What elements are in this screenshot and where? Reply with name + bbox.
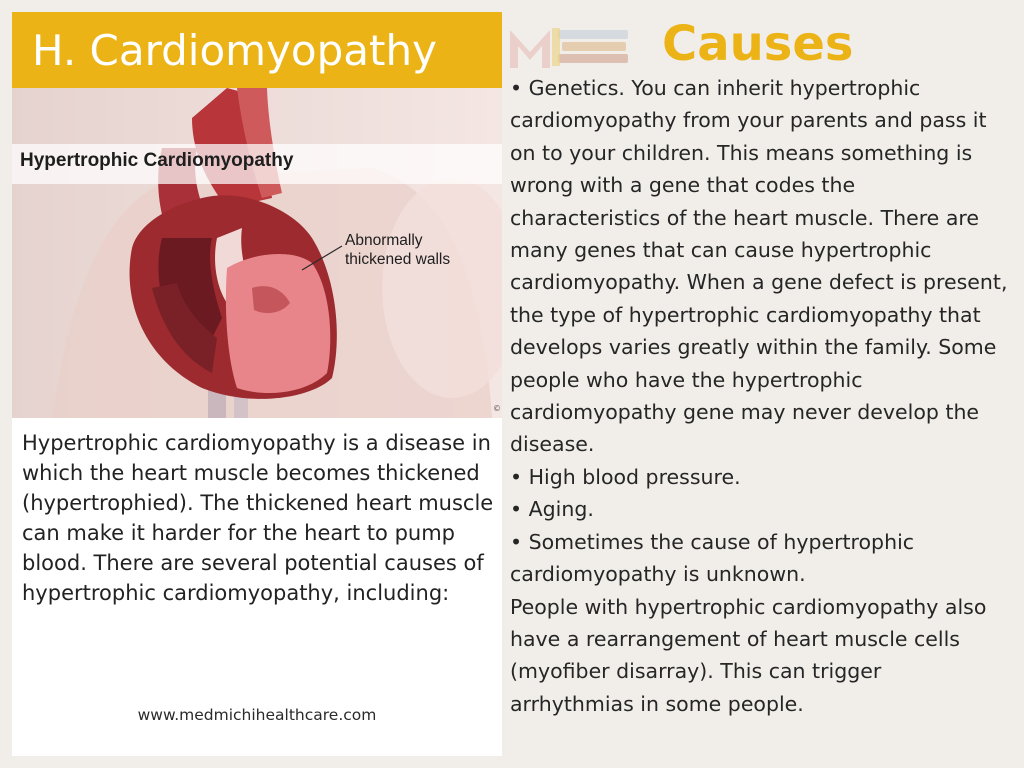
- illustration-callout-label: [345, 231, 450, 269]
- causes-heading: Causes: [662, 16, 854, 72]
- heart-illustration: [12, 88, 502, 418]
- causes-list: [510, 72, 1010, 720]
- illustration-title: Hypertrophic Cardiomyopathy: [20, 150, 294, 171]
- right-panel: [506, 12, 1012, 756]
- title-bar: [12, 12, 502, 88]
- copyright-mark: ©: [493, 404, 501, 413]
- website-url: www.medmichihealthcare.com: [137, 706, 377, 724]
- left-panel: [12, 12, 502, 756]
- cause-item: • Genetics. You can inherit hypertrophic cardiomyopathy from your parents and pass it on to your children. This means something is wrong with a gene that codes the characteristics of the heart muscle. There are many genes that can cause hypertrophic cardiomyopathy. When a gene defect is present, the type of hypertrophic cardiomyopathy that develops varies greatly within the family. Some people who have the hypertrophic cardiomyopathy gene may never develop the disease.: [510, 76, 1008, 457]
- cause-item: • Aging.: [510, 497, 594, 522]
- cause-item: • Sometimes the cause of hypertrophic cardiomyopathy is unknown.: [510, 529, 915, 587]
- callout-line-1: Abnormally: [345, 232, 423, 249]
- intro-paragraph: Hypertrophic cardiomyopathy is a disease in which the heart muscle becomes thickened (hypertrophied). The thickened heart muscle can make it harder for the heart to pump blood. There are several potential causes of hypertrophic cardiomyopathy, including:: [22, 431, 494, 605]
- cause-item: • High blood pressure.: [510, 464, 741, 489]
- medmichi-logo-icon: [508, 22, 638, 74]
- closing-paragraph: People with hypertrophic cardiomyopathy also have a rearrangement of heart muscle cells (myofiber disarray). This can trigger arrhythmias in some people.: [510, 594, 987, 716]
- callout-line-2: thickened walls: [345, 251, 451, 268]
- page-title: H. Cardiomyopathy: [32, 26, 437, 75]
